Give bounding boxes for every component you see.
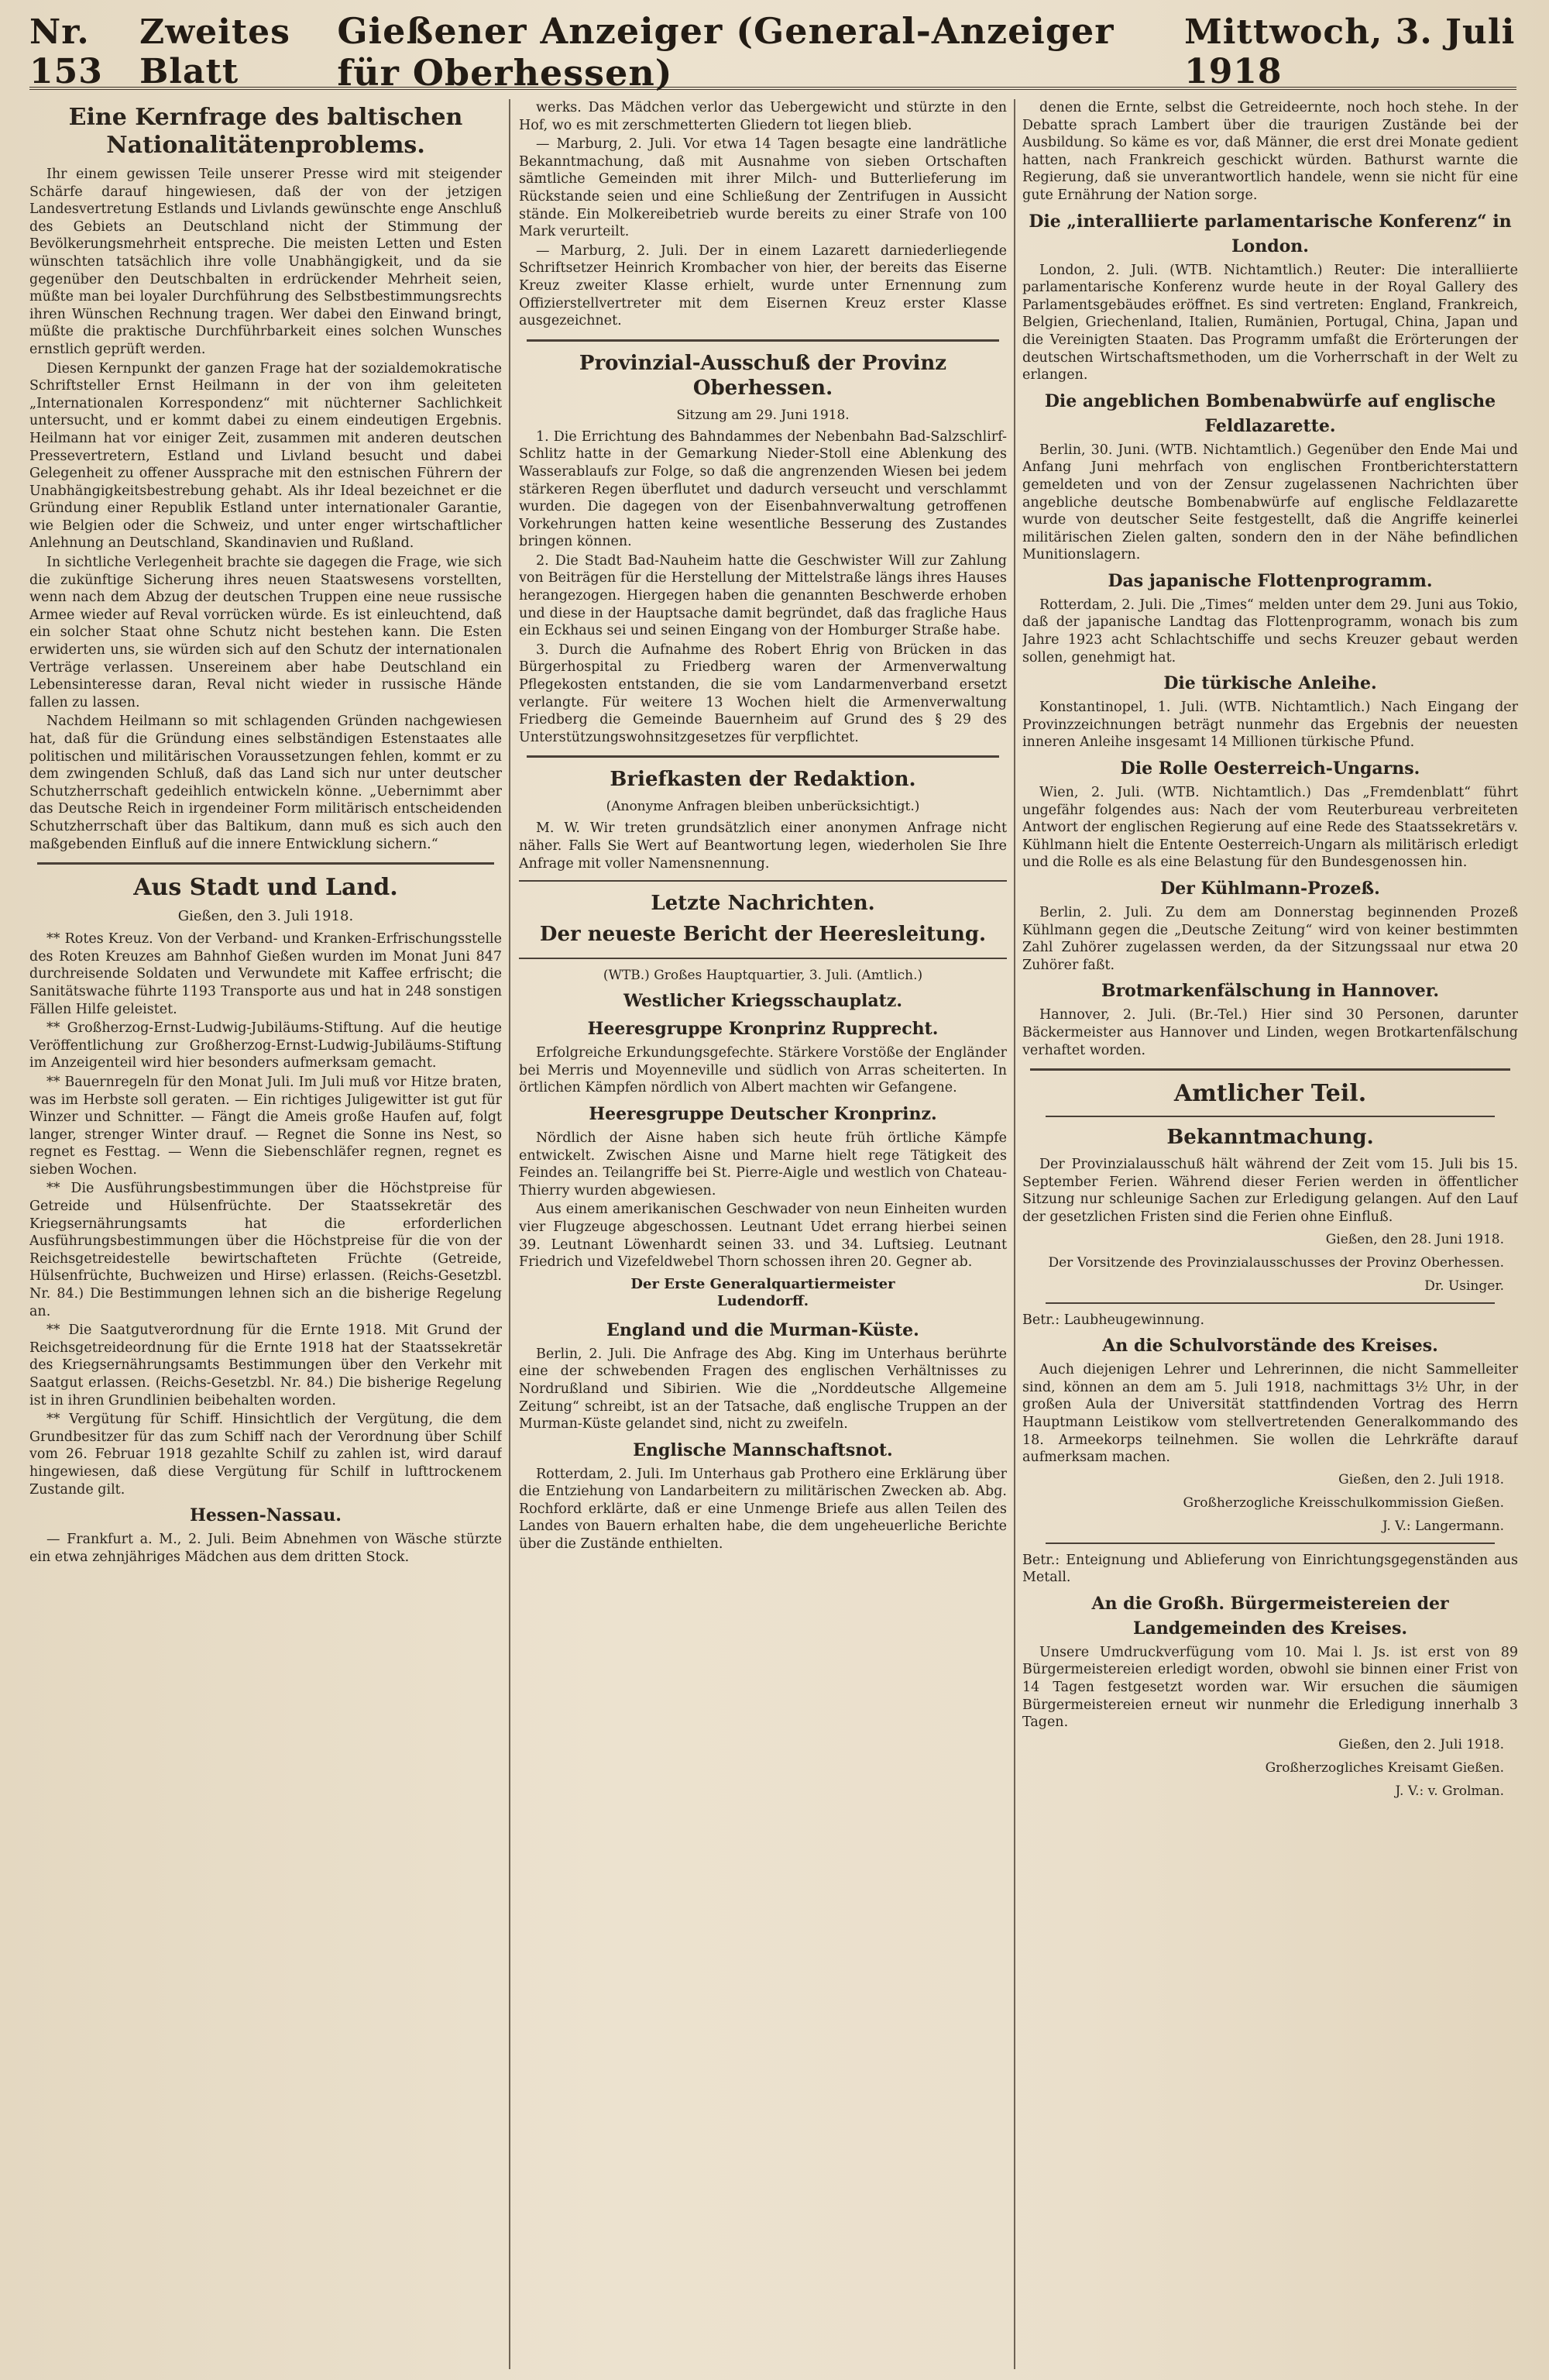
paragraph: Diesen Kernpunkt der ganzen Frage hat der sozialdemokratische Schriftsteller Ernst Heilmann in der von ihm geleiteten „Internationalen Korrespondenz“ mit nüchterner Sachlichkeit untersucht, und er kommt dabei zu einem eindeutigen Ergebnis. Heilmann hat vor einiger Zeit, zusammen mit anderen deutschen Pressevertretern, Estland und Livland besucht und dabei Gelegenheit zu offener Aussprache mit den estnischen Führern der Unabhängigkeitsbestrebung gehabt. Als ihr Ideal bezeichnet er die Gründung einer Republik Estland unter internationaler Garantie, wie Belgien oder die Schweiz, und unter enger wirtschaftlicher Anlehnung an Deutschland, Skandinavien und Rußland. xyxy=(29,360,502,552)
paragraph: Auch diejenigen Lehrer und Lehrerinnen, die nicht Sammelleiter sind, können an dem am 5. Juli 1918, nachmittags 3½ Uhr, in der großen Aula der Universität stattfindenden Vortrag des Herrn Hauptmann Leistikow vom stellvertretenden Generalkommando des 18. Armeekorps teilnehmen. Sie wollen die Lehrkräfte darauf aufmerksam machen. xyxy=(1022,1362,1518,1466)
section-divider xyxy=(527,755,999,758)
notice-headline: An die Schulvorstände des Kreises. xyxy=(1102,1336,1438,1357)
column-1 xyxy=(29,99,502,2369)
notice-date: Gießen, den 2. Juli 1918. xyxy=(1338,1736,1504,1752)
section-headline: Provinzial-Ausschuß der Provinz Oberhessen. xyxy=(579,351,947,400)
official-notice xyxy=(1022,1361,1518,1467)
sheet-label: Zweites Blatt xyxy=(139,12,290,91)
subheadline: Westlicher Kriegsschauplatz. xyxy=(623,991,902,1012)
dateline: Gießen, den 3. Juli 1918. xyxy=(177,908,354,925)
subsection-headline: Hessen-Nassau. xyxy=(190,1505,342,1526)
paragraph: Nördlich der Aisne haben sich heute früh örtliche Kämpfe entwickelt. Zwischen Aisne und Marne hielt rege Tätigkeit des Feindes an. Teilangriffe bei St. Pierre-Aigle und westlich von Chateau-Thierry wurden abgewiesen. xyxy=(519,1130,1007,1199)
signature xyxy=(519,1276,1007,1310)
notice-headline: Bekanntmachung. xyxy=(1166,1126,1374,1150)
subheadline: Das japanische Flottenprogramm. xyxy=(1108,570,1433,591)
paragraph: ** Bauernregeln für den Monat Juli. Im Juli muß vor Hitze braten, was im Herbste soll geraten. — Ein richtiges Juligewitter ist gut für Winzer und Schnitter. — Fängt die Ameis große Haufen auf, folgt langer, strenger Winter drauf. — Regnet die Sonne ins Nest, so regnet es Festtag. — Wenn die Siebenschläfer regnen, regnet es sieben Wochen. xyxy=(29,1074,502,1178)
section-headline: Aus Stadt und Land. xyxy=(133,874,398,902)
subheadline: Der Kühlmann-Prozeß. xyxy=(1160,879,1380,899)
column-rule xyxy=(1014,99,1015,2369)
paragraph: ** Die Ausführungsbestimmungen über die Höchstpreise für Getreide und Hülsenfrüchte. Der Staatssekretär des Kriegsernährungsamts hat die erforderlichen Ausführungsbestimmungen über die Höchstpreise für die von der Reichsgetreidestelle bewirtschafteten Früchte (Getreide, Hülsenfrüchte, Buchweizen und Hirse) erlassen. (Reichs-Gesetzbl. Nr. 84.) Die Bestimmungen lehnen sich an die bisherige Regelung an. xyxy=(29,1181,502,1319)
paragraph: ** Großherzog-Ernst-Ludwig-Jubiläums-Stiftung. Auf die heutige Veröffentlichung zur Großherzog-Ernst-Ludwig-Jubiläums-Stiftung im Anzeigenteil wird hier besonders aufmerksam gemacht. xyxy=(29,1020,502,1071)
article-headline: Der neueste Bericht der Heeresleitung. xyxy=(539,923,987,947)
news-article xyxy=(1022,442,1518,564)
regional-news xyxy=(29,1531,502,1566)
paragraph: Rotterdam, 2. Juli. Im Unterhaus gab Prothero eine Erklärung über die Entziehung von Landarbeitern zu militärischen Zwecken ab. Abg. Rochford erklärte, daß er eine Unmenge Briefe aus allen Teilen des Landes von Bauern erhalten habe, die dem ungeheuerliche Berichte über die Zustände enthielten. xyxy=(519,1466,1007,1553)
paragraph: London, 2. Juli. (WTB. Nichtamtlich.) Reuter: Die interalliierte parlamentarische Konferenz wurde heute in der Royal Gallery des Parlamentsgebäudes eröffnet. Es sind vertreten: England, Frankreich, Belgien, Griechenland, Italien, Rumänien, Portugal, China, Japan und die Vereinigten Staaten. Das Programm umfaßt die Erörterungen der deutschen Wirtschaftsmethoden, um die Vorherrschaft in der Welt zu erlangen. xyxy=(1022,262,1518,383)
section-divider xyxy=(1046,1302,1495,1304)
paragraph: Berlin, 2. Juli. Zu dem am Donnerstag beginnenden Prozeß Kühlmann gegen die „Deutsche Zeitung“ wird von keiner bestimmten Zahl Zuhörer zugelassen werden, da der Sitzungssaal nur etwa 20 Zuhörer faßt. xyxy=(1022,905,1518,973)
news-article xyxy=(519,1346,1007,1433)
news-article xyxy=(1022,1006,1518,1059)
article-headline: Eine Kernfrage des baltischen Nationalitätenproblems. xyxy=(68,104,463,159)
subheadline: Die „interalliierte parlamentarische Konferenz“ in London. xyxy=(1029,211,1512,256)
official-notice xyxy=(1022,1644,1518,1732)
notice-headline: An die Großh. Bürgermeistereien der Landgemeinden des Kreises. xyxy=(1091,1593,1449,1639)
local-news xyxy=(29,930,502,1498)
news-article xyxy=(1022,784,1518,872)
section-divider xyxy=(527,339,999,342)
paragraph: In sichtliche Verlegenheit brachte sie dagegen die Frage, wie sich die zukünftige Sicherung ihres neuen Staatswesens vorstellten, wenn nach dem Abzug der deutschen Truppen eine neue russische Armee wieder auf Reval vorrücken würde. Es ist einleuchtend, daß ein solcher Staat ohne Schutz nicht bestehen kann. Die Esten erwiderten uns, sie würden sich auf den Schutz der internationalen Verträge verlassen. Unsereinem aber habe Deutschland ein Lebensinteresse daran, Reval nicht wieder in russische Hände fallen zu lassen. xyxy=(29,555,502,710)
section-headline: Amtlicher Teil. xyxy=(1173,1080,1367,1108)
paragraph: 2. Die Stadt Bad-Nauheim hatte die Geschwister Will zur Zahlung von Beiträgen für die Herstellung der Mittelstraße längs ihres Hauses herangezogen. Hiergegen haben die genannten Beschwerde erhoben und diese in der Hauptsache damit begründet, daß das fragliche Haus ein Eckhaus sei und seinen Eingang von der Homburger Straße habe. xyxy=(519,552,1007,639)
signature-title: Der Erste Generalquartiermeister xyxy=(630,1275,895,1292)
subheadline: Die angeblichen Bombenabwürfe auf englische Feldlazarette. xyxy=(1044,390,1496,436)
subheadline: Die Rolle Oesterreich-Ungarns. xyxy=(1120,758,1420,779)
paragraph: Berlin, 2. Juli. Die Anfrage des Abg. King im Unterhaus berührte eine der schwebenden Fragen des englischen Verhältnisses zu Nordrußland und Sibirien. Wie die „Norddeutsche Allgemeine Zeitung“ schreibt, ist an der Tatsache, daß englische Truppen an der Murman-Küste gelandet sind, nicht zu zweifeln. xyxy=(519,1346,1007,1432)
notice-date: Gießen, den 28. Juni 1918. xyxy=(1325,1231,1504,1247)
issue-number: Nr. 153 xyxy=(29,12,103,91)
paragraph: M. W. Wir treten grundsätzlich einer anonymen Anfrage nicht näher. Falls Sie Wert auf Beantwortung legen, wiederholen Sie Ihre Anfrage mit voller Namensnennung. xyxy=(519,820,1007,872)
section-headline: Briefkasten der Redaktion. xyxy=(610,768,916,792)
dispatch-line: (WTB.) Großes Hauptquartier, 3. Juli. (Amtlich.) xyxy=(603,968,923,984)
paragraph: Rotterdam, 2. Juli. Die „Times“ melden unter dem 29. Juni aus Tokio, daß der japanische Landtag das Flottenprogramm, wonach bis zum Jahre 1923 acht Schlachtschiffe und sechs Kreuzer gebaut werden sollen, genehmigt hat. xyxy=(1022,597,1518,666)
notice-signature: J. V.: v. Grolman. xyxy=(1395,1783,1504,1799)
regional-news xyxy=(519,99,1007,330)
paragraph: Erfolgreiche Erkundungsgefechte. Stärkere Vorstöße der Engländer bei Merris und Moyenneville und südlich von Arras scheiterten. In örtlichen Kämpfen nördlich von Albert machten wir Gefangene. xyxy=(519,1045,1007,1096)
notice-subject: Betr.: Enteignung und Ablieferung von Einrichtungsgegenständen aus Metall. xyxy=(1022,1552,1518,1586)
paragraph: — Marburg, 2. Juli. Der in einem Lazarett darniederliegende Schriftsetzer Heinrich Krombacher von hier, der bereits das Eiserne Kreuz zweiter Klasse erhielt, wurde unter Ernennung zum Offizierstellvertreter mit dem Eisernen Kreuz erster Klasse ausgezeichnet. xyxy=(519,242,1007,329)
army-report xyxy=(519,1130,1007,1271)
section-note: (Anonyme Anfragen bleiben unberücksichtigt.) xyxy=(606,799,920,815)
news-article xyxy=(1022,99,1518,205)
paragraph: ** Die Saatgutverordnung für die Ernte 1918. Mit Grund der Reichsgetreideordnung für die Ernte 1918 hat der Staatssekretär des Kriegsernährungsamts Bestimmungen über den Verkehr mit Saatgut erlassen. (Reichs-Gesetzbl. Nr. 84.) Die bisherige Regelung ist in ihren Grundlinien beibehalten worden. xyxy=(29,1322,502,1408)
paragraph: Wien, 2. Juli. (WTB. Nichtamtlich.) Das „Fremdenblatt“ führt ungefähr folgendes aus: Nach der vom Reuterbureau verbreiteten Antwort der englischen Regierung auf eine Rede des Staatssekretärs v. Kühlmann hielt die Entente Oesterreich-Ungarn als militärisch erledigt und die Rolle es als eine Belastung für den Bundesgenossen hin. xyxy=(1022,785,1518,871)
notice-signatory: Der Vorsitzende des Provinzialausschusses der Provinz Oberhessen. xyxy=(1048,1254,1504,1271)
notice-signatory: Großherzogliches Kreisamt Gießen. xyxy=(1265,1759,1504,1776)
paragraph: 3. Durch die Aufnahme des Robert Ehrig von Brücken in das Bürgerhospital zu Friedberg waren der Armenverwaltung Pflegekosten entstanden, die sie vom Landarmenverband ersetzt verlangte. Für weitere 13 Wochen hielt die Armenverwaltung Friedberg die Gemeinde Bauernheim auf Grund des § 29 des Unterstützungswohnsitzgesetzes für verpflichtet. xyxy=(519,641,1007,745)
masthead xyxy=(29,10,1516,94)
news-article xyxy=(1022,699,1518,751)
notice-signatory: Großherzogliche Kreisschulkommission Gießen. xyxy=(1183,1494,1504,1511)
notice-signature: Dr. Usinger. xyxy=(1424,1278,1504,1294)
notice-date: Gießen, den 2. Juli 1918. xyxy=(1338,1471,1504,1488)
paragraph: — Frankfurt a. M., 2. Juli. Beim Abnehmen von Wäsche stürzte ein etwa zehnjähriges Mädchen aus dem dritten Stock. xyxy=(29,1532,502,1565)
article-body xyxy=(29,166,502,853)
paragraph: Ihr einem gewissen Teile unserer Presse wird mit steigender Schärfe darauf hingewiesen, daß der von der jetzigen Landesvertretung Estlands und Livlands gewünschte enge Anschluß des Gebiets an Deutschland nicht der Stimmung der Bevölkerungsmehrheit entspreche. Die meisten Letten und Esten wünschten tatsächlich ihre volle Unabhängigkeit, und da sie gegenüber den Deutschbalten in erdrückender Mehrheit seien, müßte man bei loyaler Durchführung des Selbstbestimmungsrechts ihren Wünschen Rechnung tragen. Wer dabei den Einwand bringt, müßte die praktische Durchführbarkeit eines solchen Wunsches ernstlich geprüft werden. xyxy=(29,167,502,357)
army-report xyxy=(519,1044,1007,1097)
notice-subject: Betr.: Laubheugewinnung. xyxy=(1022,1312,1205,1328)
latest-news-box xyxy=(519,880,1007,959)
section-headline: Letzte Nachrichten. xyxy=(651,892,875,916)
paragraph: ** Vergütung für Schiff. Hinsichtlich der Vergütung, die dem Grundbesitzer für das zum Schiff nach der Verordnung über Schilf vom 26. Februar 1918 gezahlte Schilf zu zahlen ist, wird darauf hingewiesen, daß diese Vergütung für Schilf in lufttrockenem Zustande gilt. xyxy=(29,1412,502,1498)
news-article xyxy=(519,1466,1007,1553)
subheadline: Heeresgruppe Kronprinz Rupprecht. xyxy=(587,1019,939,1040)
news-article xyxy=(1022,262,1518,384)
column-rule xyxy=(509,99,510,2369)
column-2 xyxy=(519,99,1007,2369)
subheadline: Englische Mannschaftsnot. xyxy=(633,1439,893,1460)
issue-date: Mittwoch, 3. Juli 1918 xyxy=(1184,12,1516,91)
paragraph: denen die Ernte, selbst die Getreideernte, noch hoch stehe. In der Debatte sprach Lambert über die traurigen Zustände bei der Ausbildung. So käme es vor, daß Männer, die erst drei Monate gedient hatten, nach Frankreich geschickt würden. Bathurst warnte die Regierung, daß sie unverantwortlich handele, wenn sie nicht für eine gute Ernährung der Nation sorge. xyxy=(1022,100,1518,203)
paragraph: Konstantinopel, 1. Juli. (WTB. Nichtamtlich.) Nach Eingang der Provinzzeichnungen beträgt nunmehr das Ergebnis der neuesten inneren Anleihe insgesamt 14 Millionen türkische Pfund. xyxy=(1022,700,1518,751)
paragraph: 1. Die Errichtung des Bahndammes der Nebenbahn Bad-Salzschlirf-Schlitz hatte in der Gemarkung Nieder-Stoll eine Ablenkung des Wasserablaufs zur Folge, so daß die angrenzenden Wiesen bei jedem stärkeren Regen überflutet und dadurch verseucht und verschlammt wurden. Die dagegen von der Eisenbahnverwaltung getroffenen Vorkehrungen hatten keine wesentliche Besserung des Zustandes bringen können. xyxy=(519,428,1007,550)
notice-signature: J. V.: Langermann. xyxy=(1382,1518,1504,1534)
paragraph: ** Rotes Kreuz. Von der Verband- und Kranken-Erfrischungsstelle des Roten Kreuzes am Bahnhof Gießen wurden im Monat Juni 847 durchreisende Soldaten und Verwundete mit Kaffee erfrischt; die Sanitätswache führte 1193 Transporte aus und hat in 248 sonstigen Fällen Hilfe geleistet. xyxy=(29,931,502,1017)
paragraph: Aus einem amerikanischen Geschwader von neun Einheiten wurden vier Flugzeuge abgeschossen. Leutnant Udet errang hierbei seinen 39. Leutnant Löwenhardt seinen 33. und 34. Luftsieg. Leutnant Friedrich und Vizefeldwebel Thorn schossen ihren 20. Gegner ab. xyxy=(519,1202,1007,1271)
signature-name: Ludendorff. xyxy=(717,1292,809,1309)
news-article xyxy=(1022,904,1518,974)
letters-box xyxy=(519,820,1007,872)
paragraph: — Marburg, 2. Juli. Vor etwa 14 Tagen besagte eine landrätliche Bekanntmachung, daß mit Ausnahme von sieben Ortschaften sämtliche Gemeinden mit ihrer Milch- und Butterlieferung im Rückstande seien und eine Schließung der Zentrifugen in Aussicht stände. Ein Molkereibetrieb wurde bereits zu einer Strafe von 100 Mark verurteilt. xyxy=(519,136,1007,240)
section-divider xyxy=(1046,1116,1495,1117)
section-divider xyxy=(37,862,494,865)
paragraph: werks. Das Mädchen verlor das Uebergewicht und stürzte in den Hof, wo es mit zerschmetterten Gliedern tot liegen blieb. xyxy=(519,100,1007,133)
paragraph: Nachdem Heilmann so mit schlagenden Gründen nachgewiesen hat, daß für die Gründung eines selbständigen Estenstaates alle politischen und militärischen Voraussetzungen fehlen, kommt er zu dem zwingenden Schluß, daß das Land sich nur unter deutscher Schutzherrschaft gedeihlich entwickeln könne. „Uebernimmt aber das Deutsche Reich in irgendeiner Form militärisch entscheidenden Schutzherrschaft über das Baltikum, dann muß es sich auch den maßgebenden Einfluß auf die innere Entwicklung sichern.“ xyxy=(29,714,502,852)
official-notice xyxy=(1022,1156,1518,1226)
section-divider xyxy=(1030,1068,1510,1071)
paragraph: Der Provinzialausschuß hält während der Zeit vom 15. Juli bis 15. September Ferien. Während dieser Ferien werden in öffentlicher Sitzung nur schleunige Sachen zur Erledigung gelangen. Auf den Lauf der gesetzlichen Fristen sind die Ferien ohne Einfluß. xyxy=(1022,1157,1518,1225)
subheadline: Die türkische Anleihe. xyxy=(1163,673,1377,694)
newspaper-title: Gießener Anzeiger (General-Anzeiger für Oberhessen) xyxy=(337,10,1115,94)
subheadline: England und die Murman-Küste. xyxy=(606,1319,919,1340)
news-article xyxy=(1022,597,1518,666)
committee-report xyxy=(519,428,1007,747)
paragraph: Unsere Umdruckverfügung vom 10. Mai l. Js. ist erst von 89 Bürgermeistereien erledigt worden, obwohl sie binnen einer Frist von 14 Tagen festgesetzt worden war. Wir ersuchen die säumigen Bürgermeistereien erneut wir nunmehr die Erledigung innerhalb 3 Tagen. xyxy=(1022,1644,1518,1731)
session-date: Sitzung am 29. Juni 1918. xyxy=(676,407,850,423)
section-divider xyxy=(1046,1543,1495,1544)
subheadline: Brotmarkenfälschung in Hannover. xyxy=(1101,981,1439,1002)
subheadline: Heeresgruppe Deutscher Kronprinz. xyxy=(589,1103,937,1124)
paragraph: Berlin, 30. Juni. (WTB. Nichtamtlich.) Gegenüber den Ende Mai und Anfang Juni mehrfach von englischen Frontberichterstattern gemeldeten und von der Zensur zugelassenen Nachrichten über angebliche deutsche Bombenabwürfe auf englische Feldlazarette wurde von deutscher Seite festgestellt, daß die Angriffe keinerlei militärischen Zielen galten, sondern den in der Nähe befindlichen Munitionslagern. xyxy=(1022,442,1518,563)
paragraph: Hannover, 2. Juli. (Br.-Tel.) Hier sind 30 Personen, darunter Bäckermeister aus Hannover und Linden, wegen Brotkartenfälschung verhaftet worden. xyxy=(1022,1007,1518,1058)
column-3 xyxy=(1022,99,1518,2369)
